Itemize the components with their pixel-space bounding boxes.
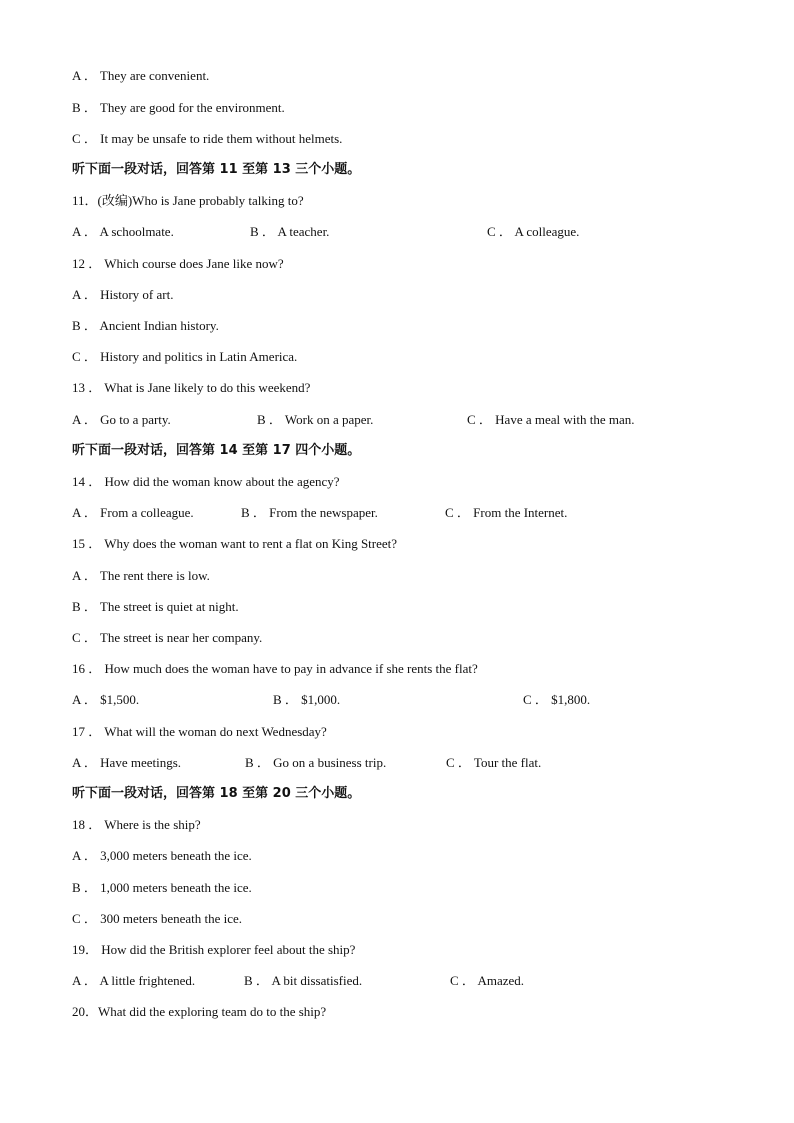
section-header-18-20: 听下面一段对话，回答第 18 至第 20 三个小题。 — [72, 786, 361, 801]
section-header-14-17: 听下面一段对话，回答第 14 至第 17 四个小题。 — [72, 443, 361, 458]
q18-option-c: C ． 300 meters beneath the ice. — [72, 911, 243, 926]
q15-option-a: A ． The rent there is low. — [72, 568, 210, 583]
q14-option-a: A ． From a colleague. — [72, 505, 194, 520]
q17-option-a: A ． Have meetings. — [72, 755, 182, 770]
q19-option-c: C ． Amazed. — [450, 973, 525, 988]
question-15: 15 ． Why does the woman want to rent a flat on King Street? — [72, 536, 398, 551]
q11-option-a: A ． A schoolmate. — [72, 224, 174, 239]
q11-option-c: C ． A colleague. — [487, 224, 580, 239]
question-17: 17 ． What will the woman do next Wednesday? — [72, 724, 327, 739]
question-11: 11．(改编)Who is Jane probably talking to? — [72, 193, 304, 208]
question-13: 13 ． What is Jane likely to do this weekend? — [72, 380, 311, 395]
q10-option-c: C ． It may be unsafe to ride them without helmets. — [72, 131, 343, 146]
q18-option-b: B ． 1,000 meters beneath the ice. — [72, 880, 252, 895]
q12-option-a: A ． History of art. — [72, 287, 174, 302]
q13-option-b: B ． Work on a paper. — [257, 412, 374, 427]
q14-option-c: C ． From the Internet. — [445, 505, 568, 520]
q14-option-b: B ． From the newspaper. — [241, 505, 378, 520]
q17-option-c: C ． Tour the flat. — [446, 755, 542, 770]
q19-option-a: A ． A little frightened. — [72, 973, 196, 988]
q13-option-a: A ． Go to a party. — [72, 412, 171, 427]
question-18: 18 ． Where is the ship? — [72, 817, 201, 832]
question-14: 14 ． How did the woman know about the agency? — [72, 474, 340, 489]
q13-option-c: C ． Have a meal with the man. — [467, 412, 635, 427]
q12-option-b: B ． Ancient Indian history. — [72, 318, 219, 333]
question-12: 12 ． Which course does Jane like now? — [72, 256, 284, 271]
q11-option-b: B ． A teacher. — [250, 224, 330, 239]
question-16: 16 ． How much does the woman have to pay in advance if she rents the flat? — [72, 661, 478, 676]
q17-option-b: B ． Go on a business trip. — [245, 755, 387, 770]
q10-option-b: B ． They are good for the environment. — [72, 100, 285, 115]
question-19: 19． How did the British explorer feel about the ship? — [72, 942, 356, 957]
q16-option-b: B ． $1,000. — [273, 692, 341, 707]
section-header-11-13: 听下面一段对话，回答第 11 至第 13 三个小题。 — [72, 162, 361, 177]
question-20: 20．What did the exploring team do to the ship? — [72, 1004, 327, 1019]
q16-option-a: A ． $1,500. — [72, 692, 140, 707]
q15-option-b: B ． The street is quiet at night. — [72, 599, 239, 614]
q10-option-a: A ． They are convenient. — [72, 68, 210, 83]
q15-option-c: C ． The street is near her company. — [72, 630, 263, 645]
q12-option-c: C ． History and politics in Latin America. — [72, 349, 298, 364]
q18-option-a: A ． 3,000 meters beneath the ice. — [72, 848, 252, 863]
q19-option-b: B ． A bit dissatisfied. — [244, 973, 363, 988]
q16-option-c: C ． $1,800. — [523, 692, 591, 707]
